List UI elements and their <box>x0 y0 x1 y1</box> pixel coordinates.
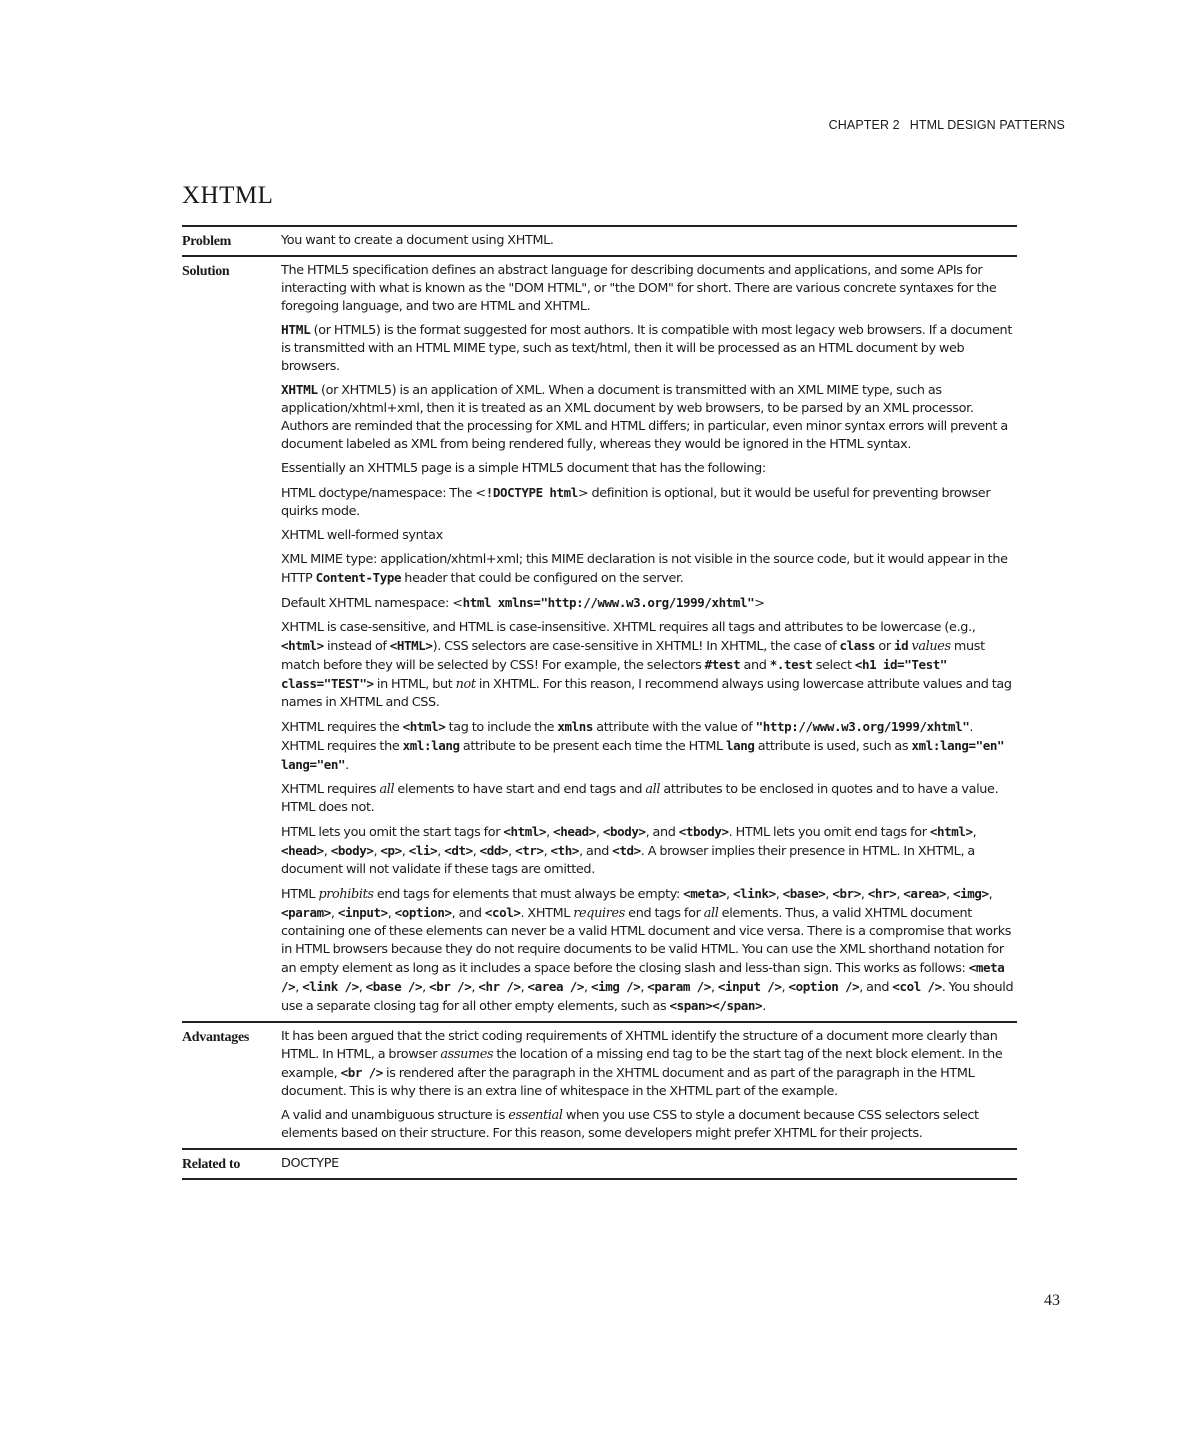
pattern-table <box>182 225 1017 1180</box>
row-label-problem: Problem <box>182 234 231 249</box>
row-label-solution: Solution <box>182 264 230 279</box>
row-label-advantages: Advantages <box>182 1030 250 1045</box>
solution-paragraph-7: XML MIME type: application/xhtml+xml; this MIME declaration is not visible in the source code, but it would appear in the HTTP Content-Type header that could be configured on the server. <box>281 552 1008 586</box>
problem-text: You want to create a document using XHTML. <box>281 233 554 248</box>
table-row-solution <box>182 256 1017 1022</box>
advantages-content <box>281 1022 1017 1149</box>
solution-paragraph-8: Default XHTML namespace: <html xmlns="http://www.w3.org/1999/xhtml"> <box>281 595 765 611</box>
solution-paragraph-1: The HTML5 specification defines an abstract language for describing documents and applications, and some APIs for interacting with what is known as the "DOM HTML", or "the DOM" for short. There are various concrete syntaxes for the foregoing language, and two are HTML and XHTML. <box>281 263 997 314</box>
solution-paragraph-6: XHTML well-formed syntax <box>281 528 443 543</box>
solution-paragraph-3: XHTML (or XHTML5) is an application of XML. When a document is transmitted with an XML MIME type, such as application/xhtml+xml, then it is treated as an XML document by web browsers, to be parsed by an XML processor. Authors are reminded that the processing for XML and HTML differs; in particular, even minor syntax errors will prevent a document labeled as XML from being rendered fully, whereas they would be ignored in the HTML syntax. <box>281 383 1008 452</box>
solution-paragraph-4: Essentially an XHTML5 page is a simple HTML5 document that has the following: <box>281 461 766 476</box>
row-label-related: Related to <box>182 1157 241 1172</box>
solution-paragraph-5: HTML doctype/namespace: The <!DOCTYPE html> definition is optional, but it would be useful for preventing browser quirks mode. <box>281 485 991 519</box>
solution-paragraph-9: XHTML is case-sensitive, and HTML is case-insensitive. XHTML requires all tags and attributes to be lowercase (e.g., <html> instead of <HTML>). CSS selectors are case-sensitive in XHTML! In XHTML, the case of class or id values must match before they will be selected by CSS! For example, the selectors #test and *.test select <h1 id="Test" class="TEST"> in HTML, but not in XHTML. For this reason, I recommend always using lowercase attribute values and tag names in XHTML and CSS. <box>281 620 1012 710</box>
table-row-advantages <box>182 1022 1017 1149</box>
solution-paragraph-11: XHTML requires all elements to have start and end tags and all attributes to be enclosed in quotes and to have a value. HTML does not. <box>281 782 999 815</box>
table-row-problem <box>182 226 1017 256</box>
advantages-paragraph-2: A valid and unambiguous structure is essential when you use CSS to style a document because CSS selectors select elements based on their structure. For this reason, some developers might prefer XHTML for their projects. <box>281 1108 979 1141</box>
chapter-label: CHAPTER 2 <box>828 118 900 132</box>
solution-paragraph-2: HTML (or HTML5) is the format suggested for most authors. It is compatible with most legacy web browsers. If a document is transmitted with an HTML MIME type, such as text/html, then it will be processed as an HTML document by web browsers. <box>281 323 1012 374</box>
page-number: 43 <box>1044 1292 1060 1309</box>
solution-paragraph-13: HTML prohibits end tags for elements that must always be empty: <meta>, <link>, <base>, <br>, <hr>, <area>, <img>, <param>, <input>, <option>, and <col>. XHTML requires end tags for all elements. Thus, a valid XHTML document containing one of these elements can never be a valid HTML document and vice versa. There is a compromise that works in HTML browsers because they do not require documents to be valid HTML. You can use the XML shorthand notation for an empty element as long as it includes a space before the closing slash and less-than sign. This works as follows: <meta />, <link />, <base />, <br />, <hr />, <area />, <img />, <param />, <input />, <option />, and <col />. You should use a separate closing tag for all other empty elements, such as <span></span>. <box>281 886 1014 1014</box>
solution-paragraph-10: XHTML requires the <html> tag to include the xmlns attribute with the value of "http://www.w3.org/1999/xhtml". XHTML requires the xml:lang attribute to be present each time the HTML lang attribute is used, such as xml:lang="en" lang="en". <box>281 719 1005 773</box>
related-text: DOCTYPE <box>281 1156 339 1171</box>
solution-content <box>281 256 1017 1022</box>
table-row-related <box>182 1149 1017 1179</box>
solution-paragraph-12: HTML lets you omit the start tags for <html>, <head>, <body>, and <tbody>. HTML lets you omit end tags for <html>, <head>, <body>, <p>, <li>, <dt>, <dd>, <tr>, <th>, and <td>. A browser implies their presence in HTML. In XHTML, a document will not validate if these tags are omitted. <box>281 824 977 877</box>
chapter-title: HTML DESIGN PATTERNS <box>909 118 1065 132</box>
section-title: XHTML <box>182 182 274 209</box>
advantages-paragraph-1: It has been argued that the strict coding requirements of XHTML identify the structure of a document more clearly than HTML. In HTML, a browser assumes the location of a missing end tag to be the start tag of the next block element. In the example, <br /> is rendered after the paragraph in the XHTML document and as part of the paragraph in the HTML document. This is why there is an extra line of whitespace in the XHTML part of the example. <box>281 1029 1003 1099</box>
running-header <box>760 118 1065 132</box>
